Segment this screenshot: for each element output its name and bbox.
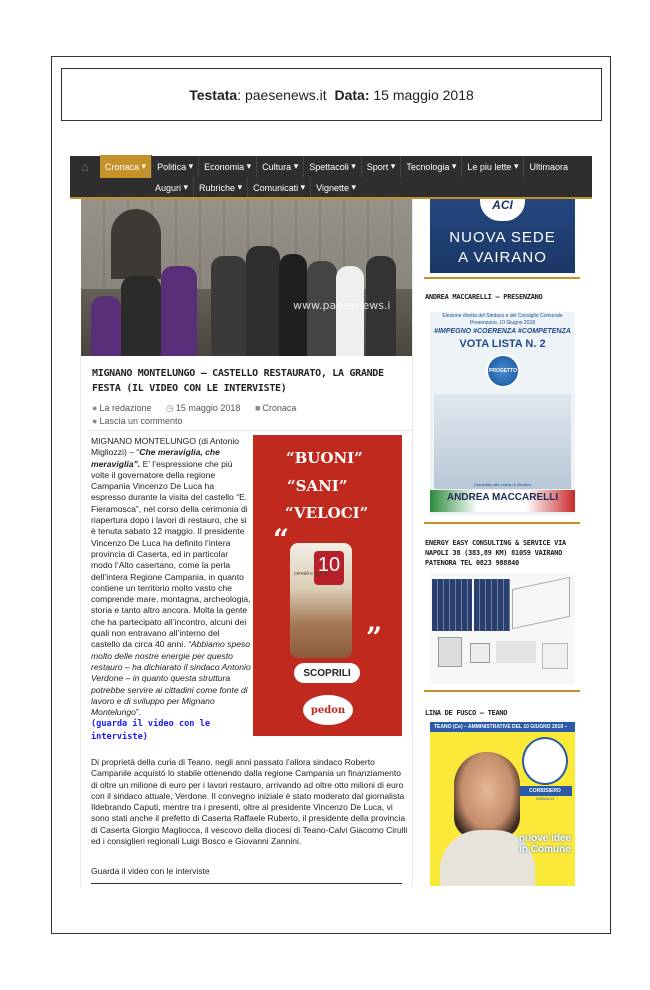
pedon-logo: pedon [303, 695, 353, 725]
article-body-col: MIGNANO MONTELUNGO (di Antonio Migliozzi) – “Che meraviglia, che meraviglia”. E’ l’espressione che più volte il governatore della regione Campania Vincenzo De Luca ha espresso durante la visita del castello “E. Fieramosca”, nel corso della cerimonia di riapertura dopo i lavori di restauro, che si è tenuta sabato 12 maggio. Il presidente Vincenzo De Luca ha definito l’intera provincia di Caserta, ed in particolar modo l’Alto casertano, come la perla dell’intera Regione Campania, in quanto contiene un territorio molto vasto che comprende mare, montagna, archeologia, storia e tanto altro ancora. Molta la gente che ha partecipato all’incontro, alcuni dei quali non entravano all’interno del castello da circa 40 anni. “Abbiamo speso molto delle nostre energie per questo restauro – ha dichiarato il sindaco Antonio Verdone – in quanto questa struttura potrebbe servire ai cittadini come fonte di lavoro e di sviluppo per Mignano Montelungo”. (guarda il video con le interviste) [91, 436, 251, 742]
comment-icon: ● [92, 416, 98, 426]
party-logo [522, 737, 568, 785]
group-photo [434, 394, 571, 489]
lina-de-fusco-ad-banner[interactable]: TEANO (Ce) – AMMINISTRATIVE DEL 10 GIUGNO 2018 – CORBISIERO SINDACO nuove idee in Comune [430, 722, 575, 886]
nav-item-vignette[interactable]: Vignette ▾ [316, 182, 357, 193]
ad-word-sani: “SANI” [287, 477, 348, 495]
article-author[interactable]: La redazione [99, 403, 152, 413]
testata-label: Testata [189, 86, 238, 103]
article-meta [92, 402, 402, 428]
article-body-p2: Di proprietà della curia di Teano, negli anni passato l’allora sindaco Roberto Campanile acquistò lo stabile ottenendo dalla regione Campania un finanziamento di oltre un milione di euro per i lavori restauro, arrivando ad oltre otto milioni di euro con il sindaco attuale, Verdone. Il convegno iniziale è stato moderato dal giornalista Ildebrando Caputi, mentre tra i presenti, oltre al presidente Vincenzo De Luca, vi sono stati anche il prefetto di Caserta Raffaele Ruberto, il presidente della provincia di Caserta Giorgio Magliocca, il vescovo della diocesi di Teano-Calvi Giacomo Cirulli ed i consiglieri regionali Luigi Bosco e Giovanni Zannini. [91, 757, 408, 847]
comment-link[interactable]: Lascia un commento [99, 416, 183, 426]
folder-icon: ■ [254, 403, 261, 413]
testata-value: paesenews.it [244, 86, 327, 103]
progetto-futuro-logo: PROGETTO [486, 354, 520, 388]
nav-item-politica[interactable]: Politica ▾ [152, 156, 199, 177]
ad-word-veloci: “VELOCI” [285, 504, 369, 522]
maccarelli-ad-banner[interactable]: Elezione diretta del Sindaco e del Consiglio Comunale Presenzano, 10 Giugno 2018 #IMPEGNO #COERENZA #COMPETENZA VOTA LISTA N. 2 PROGETTO Candidato alla carica di Sindaco ANDREA MACCARELLI [430, 312, 575, 515]
nav-item-spettacoli[interactable]: Spettacoli ▾ [304, 156, 362, 177]
article-title[interactable]: MIGNANO MONTELUNGO – CASTELLO RESTAURATO, LA GRANDE FESTA (IL VIDEO CON LE INTERVISTE) [92, 368, 384, 394]
energy-easy-ad-banner[interactable] [430, 573, 575, 684]
clock-icon: ◷ [166, 403, 174, 413]
nav-item-cronaca[interactable]: Cronaca ▾ [100, 155, 152, 178]
aci-ad-banner[interactable] [430, 199, 575, 273]
aci-line2: A VAIRANO [458, 249, 547, 266]
sidebar-heading-energy: ENERGY EASY CONSULTING & SERVICE VIA NAPOLI 38 (383,89 KM) 81059 VAIRANO PATENORA TEL 0823 988840 [425, 539, 566, 567]
data-value: 15 maggio 2018 [373, 86, 474, 103]
nav-item-cultura[interactable]: Cultura ▾ [257, 156, 304, 177]
sidebar-heading-lina: LINA DE FUSCO – TEANO [425, 709, 508, 717]
nav-item-tecnologia[interactable]: Tecnologia ▾ [401, 156, 462, 177]
data-label: Data: [334, 86, 370, 103]
nav-item-le-piu-lette[interactable]: Le piu lette ▾ [462, 156, 524, 177]
nav-item-ultimaora[interactable]: Ultimaora [529, 161, 568, 172]
aci-line1: NUOVA SEDE [449, 229, 556, 246]
ad-word-buoni: “BUONI” [286, 449, 363, 467]
nav-item-economia[interactable]: Economia ▾ [199, 156, 257, 177]
candidate-portrait [454, 752, 520, 838]
clipping-header: Testata : paesenews.it Data: 15 maggio 2018 [61, 68, 602, 121]
sidebar-heading-maccarelli: ANDREA MACCARELLI – PRESENZANO [425, 293, 543, 301]
article-date: 15 maggio 2018 [175, 403, 241, 413]
article-category[interactable]: Cronaca [262, 403, 297, 413]
nav-item-auguri[interactable]: Auguri ▾ [150, 177, 194, 198]
pedon-ad-banner[interactable]: “BUONI” “SANI” “VELOCI” “ 10 cereali e legumi ” SCOPRILI pedon [253, 435, 402, 736]
user-icon: ● [92, 403, 98, 413]
nav-item-rubriche[interactable]: Rubriche ▾ [194, 177, 248, 198]
article-hero-image[interactable] [81, 199, 412, 356]
scoprili-button[interactable]: SCOPRILI [294, 663, 360, 683]
article-body-p3: Guarda il video con le interviste [91, 866, 210, 876]
nav-item-comunicati[interactable]: Comunicati ▾ [248, 177, 311, 198]
home-icon[interactable]: ⌂ [81, 159, 89, 174]
hero-watermark: www.paesenews.i [293, 299, 391, 312]
video-link[interactable]: (guarda il video con le interviste) [91, 719, 210, 742]
main-nav [70, 156, 592, 199]
nav-item-sport[interactable]: Sport ▾ [362, 156, 402, 177]
product-bag: 10 cereali e legumi [290, 543, 352, 658]
aci-logo: ACI [480, 199, 525, 221]
